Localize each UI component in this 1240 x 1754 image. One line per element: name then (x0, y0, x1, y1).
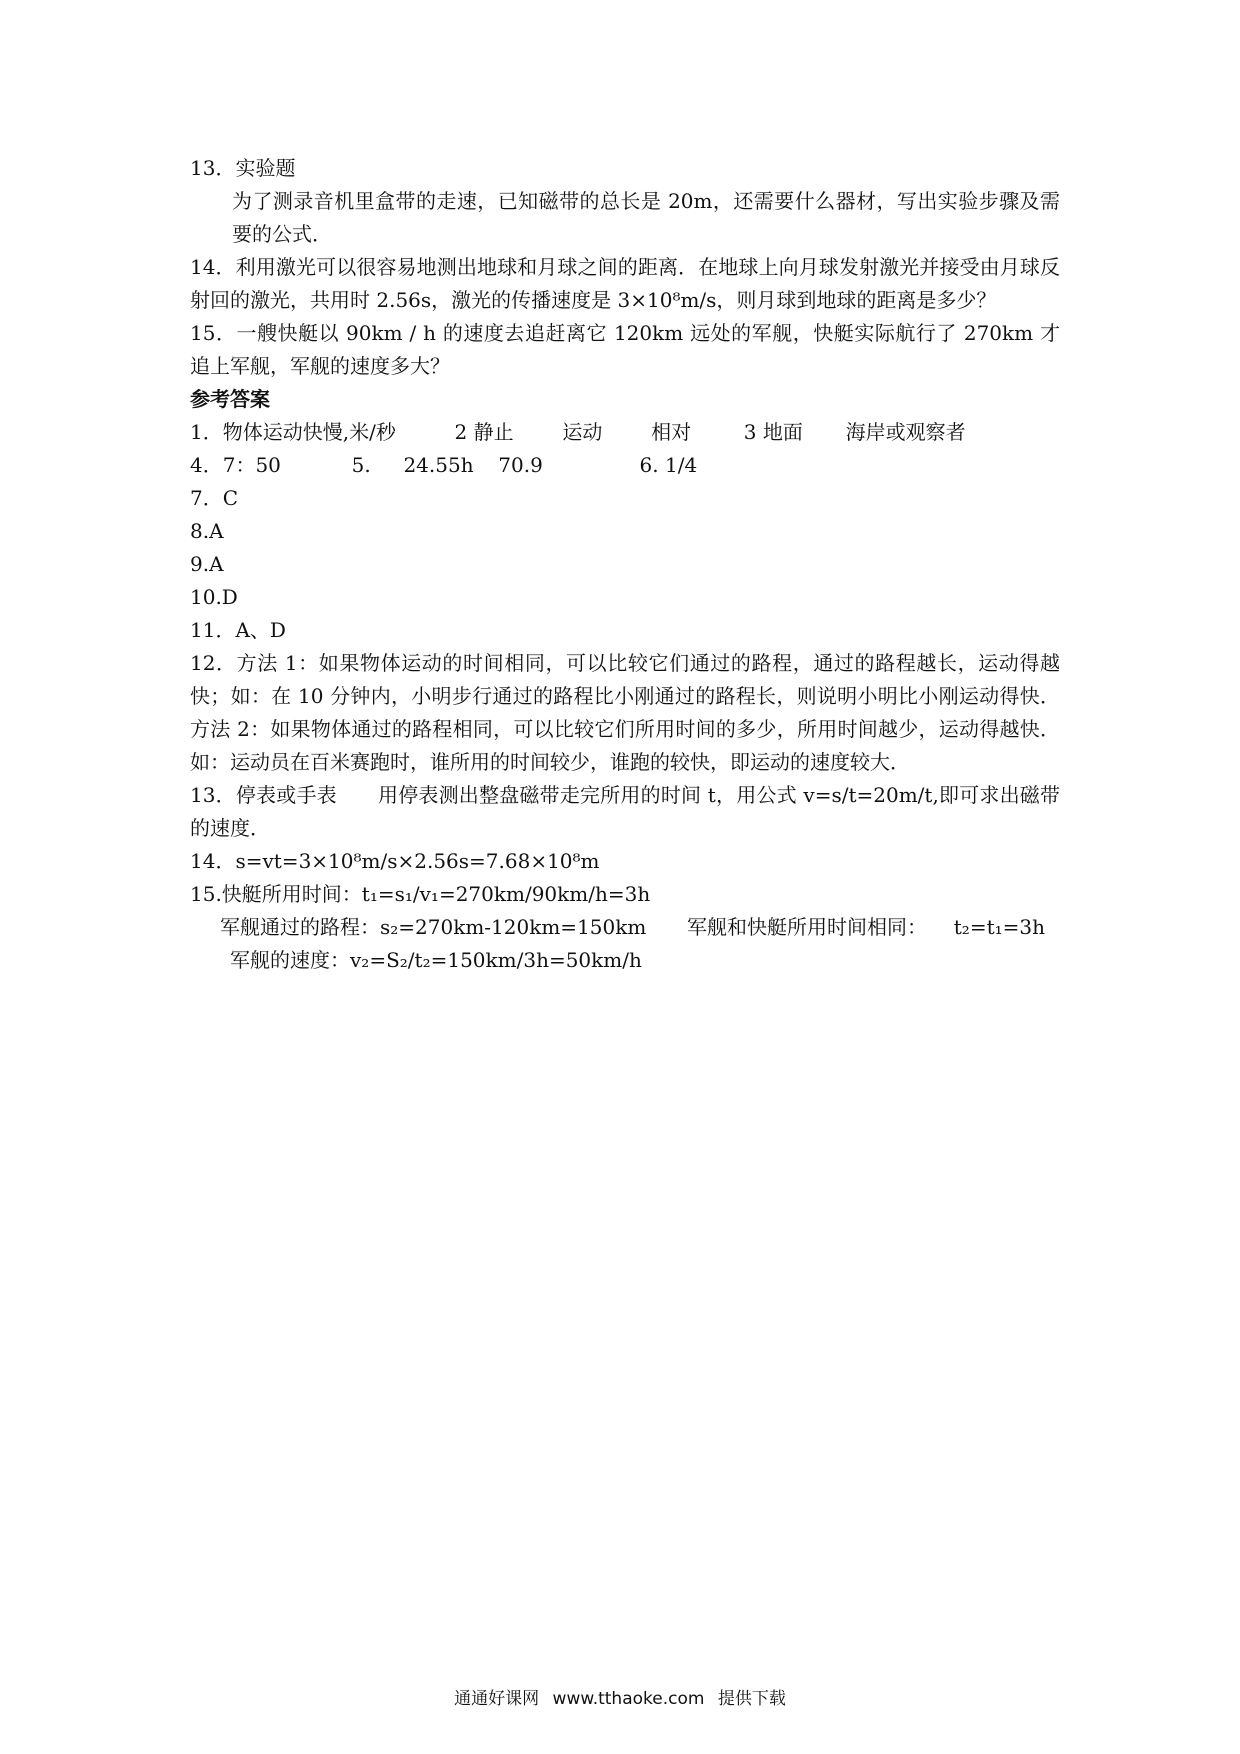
answer-1-3 (190, 416, 1060, 449)
answer-15-time: 15.快艇所用时间：t₁=s₁/v₁=270km/90km/h=3h (190, 882, 651, 906)
answer-3b: 海岸或观察者 (845, 420, 966, 444)
answer-15-t2: t₂=t₁=3h (953, 915, 1045, 939)
answer-15-distance-row (190, 911, 1060, 944)
answer-2c: 相对 (651, 420, 692, 444)
answer-11: 11．A、D (190, 618, 286, 642)
answer-13-tools: 13．停表或手表 (190, 783, 337, 807)
q14-body: 14．利用激光可以很容易地测出地球和月球之间的距离．在地球上向月球发射激光并接受由月球反射回的激光，共用时 2.56s，激光的传播速度是 3×10⁸m/s，则月球到地球的距离是多少？ (190, 255, 1060, 312)
answer-12: 12．方法 1：如果物体运动的时间相同，可以比较它们通过的路程，通过的路程越长，运动得越快；如：在 10 分钟内，小明步行通过的路程比小刚通过的路程长，则说明小明比小刚运动得快．方法 2：如果物体通过的路程相同，可以比较它们所用时间的多少，所用时间越少，运动得越快．如：运动员在百米赛跑时，谁所用的时间较少，谁跑的较快，即运动的速度较大． (190, 651, 1060, 774)
answer-4-6 (190, 449, 1060, 482)
answer-1: 1．物体运动快慢,米/秒 (190, 420, 396, 444)
answer-5: 5. (351, 453, 371, 477)
answer-15-distance: 军舰通过的路程：s₂=270km-120km=150km (220, 915, 647, 939)
footer-note: 提供下载 (717, 1689, 786, 1709)
q15-body: 15．一艘快艇以 90km / h 的速度去追赶离它 120km 远处的军舰，快艇实际航行了 270km 才追上军舰，军舰的速度多大？ (190, 321, 1060, 378)
answer-15-speed: 军舰的速度：v₂=S₂/t₂=150km/3h=50km/h (230, 948, 642, 972)
answer-8: 8.A (190, 519, 224, 543)
answer-5b: 24.55h (403, 453, 474, 477)
q13-body: 为了测录音机里盒带的走速，已知磁带的总长是 20m，还需要什么器材，写出实验步骤及需要的公式． (232, 189, 1060, 246)
answer-6: 6. 1/4 (639, 453, 698, 477)
answer-13 (190, 779, 1060, 845)
document-body (190, 152, 1060, 977)
footer-url[interactable]: www.tthaoke.com (552, 1689, 705, 1709)
page-footer (0, 1684, 1240, 1709)
answer-2b: 运动 (562, 420, 603, 444)
answer-3: 3 地面 (743, 420, 803, 444)
answer-14: 14．s=vt=3×10⁸m/s×2.56s=7.68×10⁸m (190, 849, 600, 873)
answer-4: 4．7：50 (190, 453, 281, 477)
answer-7: 7．C (190, 486, 239, 510)
answers-heading: 参考答案 (190, 387, 270, 411)
answer-13-method: 用停表测出整盘磁带走完所用的时间 t，用公式 v=s/t=20m/t,即可求出磁带的速度． (190, 783, 1061, 840)
answer-5c: 70.9 (498, 453, 543, 477)
q13-title: 13．实验题 (190, 156, 296, 180)
answer-2: 2 静止 (454, 420, 514, 444)
answer-10: 10.D (190, 585, 238, 609)
footer-site-name: 通通好课网 (454, 1689, 540, 1709)
answer-9: 9.A (190, 552, 224, 576)
answer-15-same-time: 军舰和快艇所用时间相同： (687, 915, 928, 939)
